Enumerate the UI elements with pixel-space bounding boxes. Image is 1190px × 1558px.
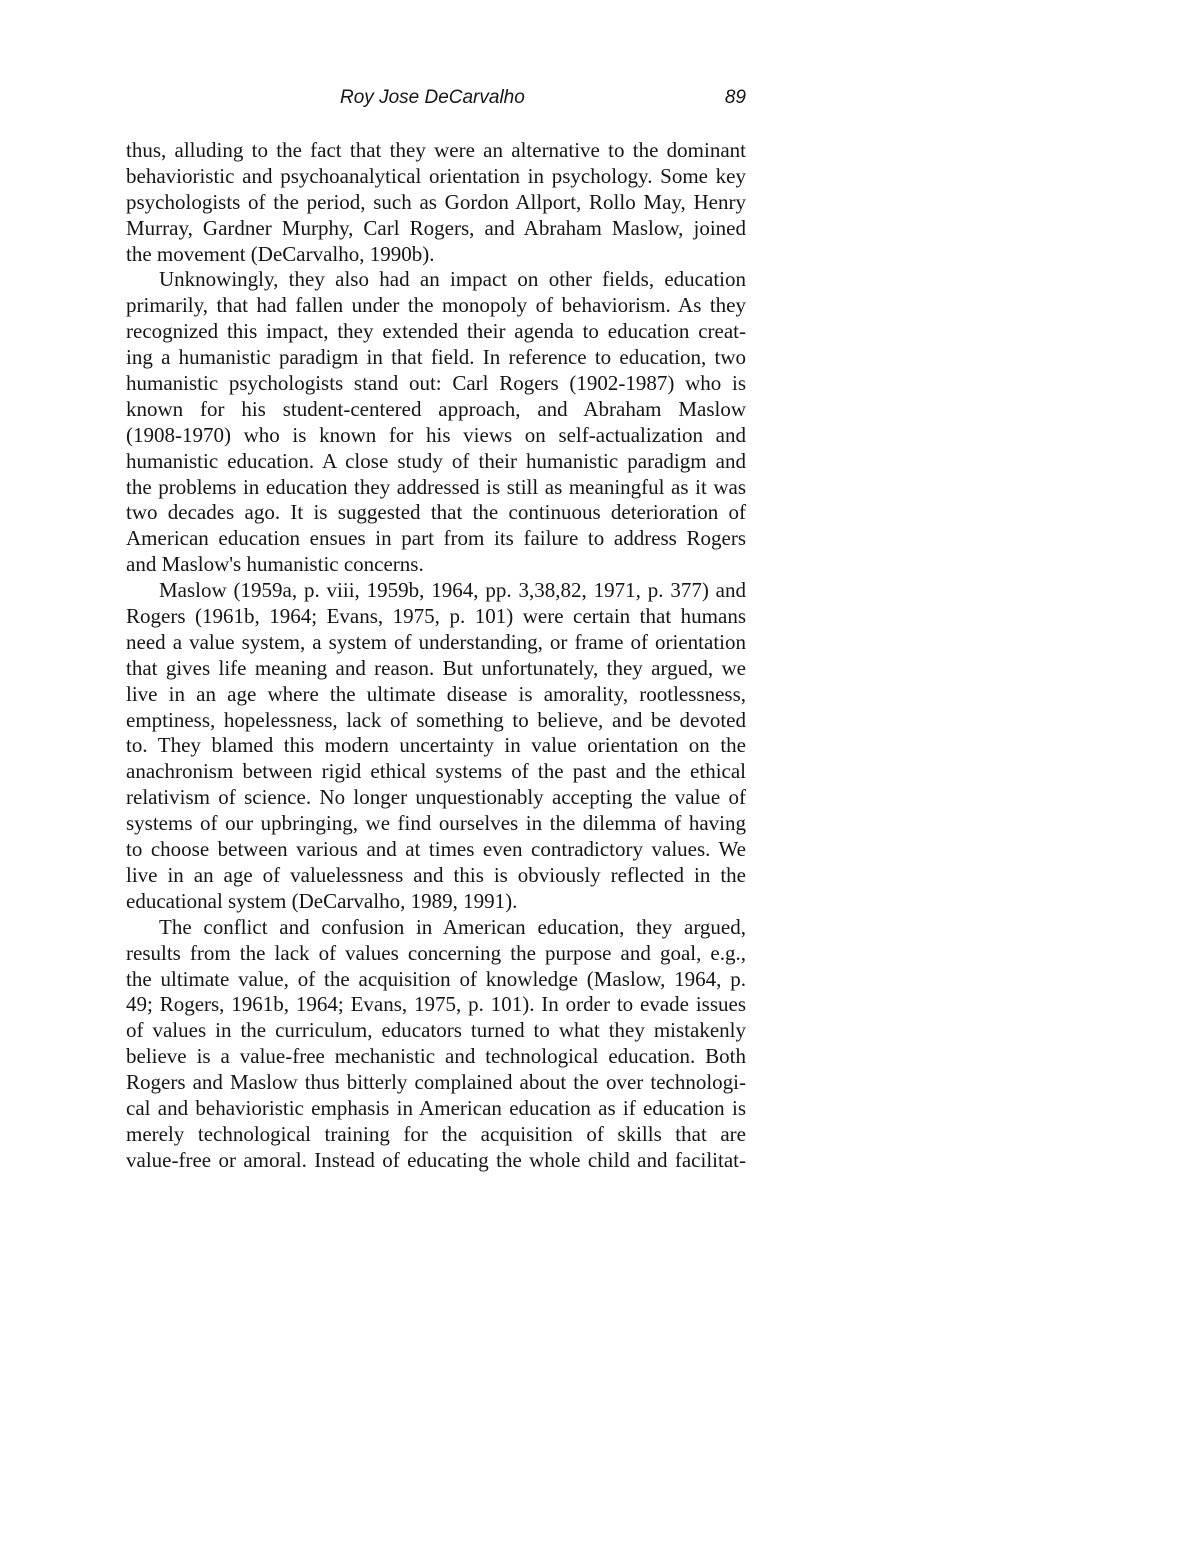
text-line: live in an age where the ultimate disease is amorality, rootlessness, xyxy=(126,681,746,706)
text-line: behavioristic and psychoanalytical orientation in psychology. Some key xyxy=(126,163,746,188)
paragraph-4 xyxy=(126,915,746,1174)
paragraph-1 xyxy=(126,138,746,267)
text-line: to choose between various and at times even contradictory values. We xyxy=(126,837,746,862)
text-line: and Maslow's humanistic concerns. xyxy=(126,552,424,577)
text-line: live in an age of valuelessness and this is obviously reflected in the xyxy=(126,862,746,887)
text-line: 49; Rogers, 1961b, 1964; Evans, 1975, p. 101). In order to evade issues xyxy=(126,992,746,1017)
text-line: Rogers and Maslow thus bitterly complained about the over technologi- xyxy=(126,1070,746,1095)
text-line: thus, alluding to the fact that they were an alternative to the dominant xyxy=(126,138,746,162)
text-line: psychologists of the period, such as Gordon Allport, Rollo May, Henry xyxy=(126,189,746,214)
text-line: The conflict and confusion in American education, they argued, xyxy=(159,914,746,939)
text-line: (1908-1970) who is known for his views on self-actualization and xyxy=(126,422,746,447)
text-line: ing a humanistic paradigm in that field. In reference to education, two xyxy=(126,345,746,370)
text-line: cal and behavioristic emphasis in American education as if education is xyxy=(126,1095,746,1120)
text-line: to. They blamed this modern uncertainty in value orientation on the xyxy=(126,733,746,758)
body-text xyxy=(126,138,746,1174)
paragraph-3 xyxy=(126,578,746,915)
paragraph-2 xyxy=(126,267,746,578)
text-line: the movement (DeCarvalho, 1990b). xyxy=(126,241,435,266)
text-line: recognized this impact, they extended their agenda to education creat- xyxy=(126,319,746,344)
text-line: Maslow (1959a, p. viii, 1959b, 1964, pp. 3,38,82, 1971, p. 377) and xyxy=(159,578,746,603)
text-line: believe is a value-free mechanistic and technological education. Both xyxy=(126,1044,746,1069)
text-line: the ultimate value, of the acquisition of knowledge (Maslow, 1964, p. xyxy=(126,966,746,991)
text-line: systems of our upbringing, we find ourselves in the dilemma of having xyxy=(126,811,746,836)
text-line: that gives life meaning and reason. But unfortunately, they argued, we xyxy=(126,655,746,680)
text-line: results from the lack of values concerning the purpose and goal, e.g., xyxy=(126,940,746,965)
text-line: need a value system, a system of understanding, or frame of orientation xyxy=(126,629,746,654)
text-line: of values in the curriculum, educators turned to what they mistakenly xyxy=(126,1018,746,1043)
text-line: educational system (DeCarvalho, 1989, 1991). xyxy=(126,888,518,913)
page-number: 89 xyxy=(724,87,746,108)
text-line: American education ensues in part from its failure to address Rogers xyxy=(126,526,746,551)
text-line: merely technological training for the acquisition of skills that are xyxy=(126,1121,746,1146)
text-line: emptiness, hopelessness, lack of something to believe, and be devoted xyxy=(126,707,746,732)
text-line: known for his student-centered approach, and Abraham Maslow xyxy=(126,396,746,421)
text-line: relativism of science. No longer unquestionably accepting the value of xyxy=(126,785,746,810)
running-head: Roy Jose DeCarvalho xyxy=(340,87,525,108)
text-line: the problems in education they addressed is still as meaningful as it was xyxy=(126,474,746,499)
text-line: Murray, Gardner Murphy, Carl Rogers, and Abraham Maslow, joined xyxy=(126,215,746,240)
text-line: Unknowingly, they also had an impact on other fields, education xyxy=(159,267,746,292)
text-line: Rogers (1961b, 1964; Evans, 1975, p. 101) were certain that humans xyxy=(126,604,746,629)
text-line: primarily, that had fallen under the monopoly of behaviorism. As they xyxy=(126,293,746,318)
text-line: value-free or amoral. Instead of educating the whole child and facilitat- xyxy=(126,1147,746,1172)
page-header xyxy=(126,83,746,113)
text-line: anachronism between rigid ethical systems of the past and the ethical xyxy=(126,759,746,784)
text-line: humanistic psychologists stand out: Carl Rogers (1902-1987) who is xyxy=(126,371,746,396)
text-line: two decades ago. It is suggested that the continuous deterioration of xyxy=(126,500,746,525)
text-line: humanistic education. A close study of their humanistic paradigm and xyxy=(126,448,746,473)
